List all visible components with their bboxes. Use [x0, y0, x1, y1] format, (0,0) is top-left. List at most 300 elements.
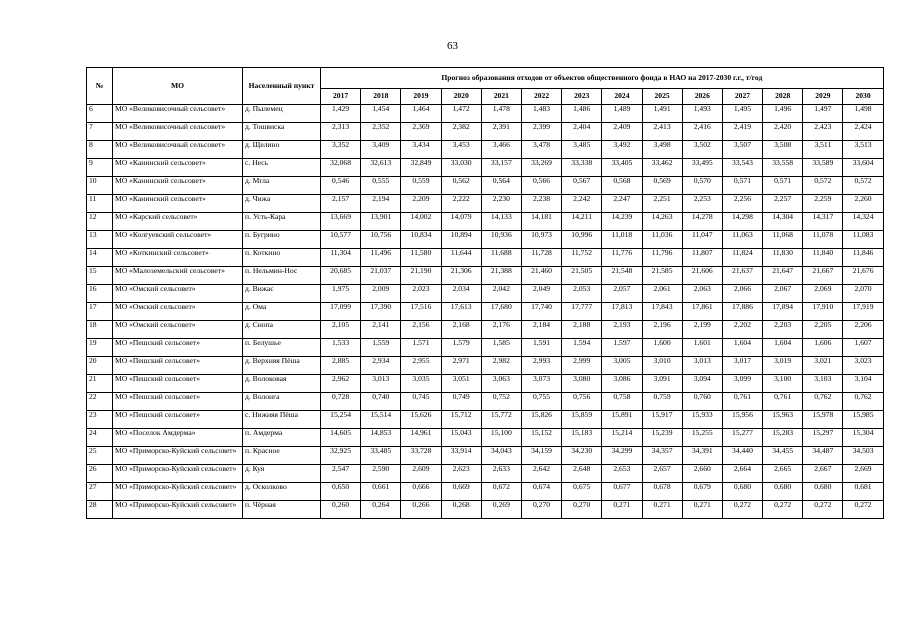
value-cell: 2,206: [843, 321, 883, 339]
value-cell: 15,772: [481, 411, 521, 429]
value-cell: 2,009: [361, 285, 401, 303]
value-cell: 2,399: [521, 123, 561, 141]
municipality-name: МО «Омский сельсовет»: [113, 303, 243, 321]
row-number: 13: [87, 231, 113, 249]
value-cell: 11,047: [682, 231, 722, 249]
value-cell: 33,269: [521, 159, 561, 177]
municipality-name: МО «Приморско-Куйский сельсовет»: [113, 447, 243, 465]
table-row: [87, 393, 884, 411]
header-year: 2017: [321, 89, 361, 105]
value-cell: 0,680: [722, 483, 762, 501]
value-cell: 32,849: [401, 159, 441, 177]
value-cell: 11,063: [722, 231, 762, 249]
value-cell: 33,543: [722, 159, 762, 177]
value-cell: 0,674: [521, 483, 561, 501]
value-cell: 34,357: [642, 447, 682, 465]
value-cell: 3,478: [521, 141, 561, 159]
table-row: [87, 231, 884, 249]
value-cell: 15,859: [562, 411, 602, 429]
value-cell: 0,762: [843, 393, 883, 411]
value-cell: 17,886: [722, 303, 762, 321]
table-row: [87, 411, 884, 429]
value-cell: 14,002: [401, 213, 441, 231]
value-cell: 0,260: [321, 501, 361, 519]
row-number: 22: [87, 393, 113, 411]
value-cell: 2,209: [401, 195, 441, 213]
row-number: 24: [87, 429, 113, 447]
row-number: 10: [87, 177, 113, 195]
settlement-name: п. Усть-Кара: [243, 213, 321, 231]
value-cell: 0,756: [562, 393, 602, 411]
value-cell: 0,749: [441, 393, 481, 411]
value-cell: 2,199: [682, 321, 722, 339]
value-cell: 10,894: [441, 231, 481, 249]
settlement-name: п. Бугрино: [243, 231, 321, 249]
value-cell: 1,486: [562, 105, 602, 123]
value-cell: 15,152: [521, 429, 561, 447]
table-row: [87, 465, 884, 483]
header-year: 2024: [602, 89, 642, 105]
header-settlement: Населенный пункт: [243, 68, 321, 105]
value-cell: 15,826: [521, 411, 561, 429]
value-cell: 14,263: [642, 213, 682, 231]
settlement-name: д. Мгла: [243, 177, 321, 195]
header-year: 2023: [562, 89, 602, 105]
value-cell: 1,464: [401, 105, 441, 123]
value-cell: 2,256: [722, 195, 762, 213]
value-cell: 1,591: [521, 339, 561, 357]
value-cell: 21,190: [401, 267, 441, 285]
value-cell: 1,601: [682, 339, 722, 357]
settlement-name: п. Красное: [243, 447, 321, 465]
value-cell: 34,455: [763, 447, 803, 465]
value-cell: 14,211: [562, 213, 602, 231]
value-cell: 2,067: [763, 285, 803, 303]
value-cell: 3,019: [763, 357, 803, 375]
value-cell: 0,270: [562, 501, 602, 519]
value-cell: 14,298: [722, 213, 762, 231]
value-cell: 15,956: [722, 411, 762, 429]
value-cell: 2,168: [441, 321, 481, 339]
value-cell: 15,214: [602, 429, 642, 447]
settlement-name: д. Щелино: [243, 141, 321, 159]
value-cell: 11,840: [803, 249, 843, 267]
value-cell: 0,761: [722, 393, 762, 411]
value-cell: 1,496: [763, 105, 803, 123]
value-cell: 2,391: [481, 123, 521, 141]
header-year: 2020: [441, 89, 481, 105]
row-number: 27: [87, 483, 113, 501]
table-row: [87, 483, 884, 501]
value-cell: 0,566: [521, 177, 561, 195]
value-cell: 32,925: [321, 447, 361, 465]
header-mo: МО: [113, 68, 243, 105]
value-cell: 3,080: [562, 375, 602, 393]
value-cell: 33,157: [481, 159, 521, 177]
value-cell: 32,613: [361, 159, 401, 177]
value-cell: 17,919: [843, 303, 883, 321]
row-number: 18: [87, 321, 113, 339]
value-cell: 33,030: [441, 159, 481, 177]
table-row: [87, 141, 884, 159]
value-cell: 2,971: [441, 357, 481, 375]
settlement-name: д. Осколково: [243, 483, 321, 501]
value-cell: 21,548: [602, 267, 642, 285]
row-number: 14: [87, 249, 113, 267]
municipality-name: МО «Канинский сельсовет»: [113, 159, 243, 177]
value-cell: 2,885: [321, 357, 361, 375]
value-cell: 14,239: [602, 213, 642, 231]
value-cell: 34,159: [521, 447, 561, 465]
row-number: 7: [87, 123, 113, 141]
value-cell: 1,594: [562, 339, 602, 357]
value-cell: 2,184: [521, 321, 561, 339]
value-cell: 14,853: [361, 429, 401, 447]
value-cell: 2,424: [843, 123, 883, 141]
row-number: 21: [87, 375, 113, 393]
value-cell: 2,203: [763, 321, 803, 339]
municipality-name: МО «Канинский сельсовет»: [113, 177, 243, 195]
value-cell: 11,078: [803, 231, 843, 249]
value-cell: 20,685: [321, 267, 361, 285]
value-cell: 3,013: [682, 357, 722, 375]
header-year: 2030: [843, 89, 883, 105]
value-cell: 21,585: [642, 267, 682, 285]
value-cell: 2,061: [642, 285, 682, 303]
value-cell: 2,049: [521, 285, 561, 303]
value-cell: 17,613: [441, 303, 481, 321]
value-cell: 3,035: [401, 375, 441, 393]
municipality-name: МО «Омский сельсовет»: [113, 321, 243, 339]
value-cell: 14,278: [682, 213, 722, 231]
value-cell: 15,277: [722, 429, 762, 447]
table-row: [87, 267, 884, 285]
value-cell: 15,183: [562, 429, 602, 447]
value-cell: 10,834: [401, 231, 441, 249]
value-cell: 1,604: [722, 339, 762, 357]
header-year: 2026: [682, 89, 722, 105]
header-forecast: Прогноз образования отходов от объектов общественного фонда в НАО на 2017-2030 г.г., т/год: [321, 68, 884, 89]
municipality-name: МО «Колгуевский сельсовет»: [113, 231, 243, 249]
value-cell: 2,063: [682, 285, 722, 303]
municipality-name: МО «Малоземельский сельсовет»: [113, 267, 243, 285]
value-cell: 2,205: [803, 321, 843, 339]
value-cell: 21,388: [481, 267, 521, 285]
value-cell: 0,672: [481, 483, 521, 501]
value-cell: 2,609: [401, 465, 441, 483]
value-cell: 17,680: [481, 303, 521, 321]
row-number: 19: [87, 339, 113, 357]
value-cell: 2,419: [722, 123, 762, 141]
value-cell: 0,745: [401, 393, 441, 411]
value-cell: 2,053: [562, 285, 602, 303]
value-cell: 0,650: [321, 483, 361, 501]
municipality-name: МО «Пешский сельсовет»: [113, 393, 243, 411]
value-cell: 2,423: [803, 123, 843, 141]
value-cell: 1,495: [722, 105, 762, 123]
value-cell: 0,677: [602, 483, 642, 501]
value-cell: 0,271: [642, 501, 682, 519]
value-cell: 2,369: [401, 123, 441, 141]
settlement-name: д. Вижас: [243, 285, 321, 303]
value-cell: 0,666: [401, 483, 441, 501]
value-cell: 15,978: [803, 411, 843, 429]
header-year: 2021: [481, 89, 521, 105]
table-row: [87, 177, 884, 195]
value-cell: 34,230: [562, 447, 602, 465]
value-cell: 1,498: [843, 105, 883, 123]
value-cell: 11,496: [361, 249, 401, 267]
value-cell: 1,600: [642, 339, 682, 357]
value-cell: 0,761: [763, 393, 803, 411]
value-cell: 15,100: [481, 429, 521, 447]
value-cell: 1,491: [642, 105, 682, 123]
header-year: 2018: [361, 89, 401, 105]
value-cell: 11,068: [763, 231, 803, 249]
value-cell: 3,409: [361, 141, 401, 159]
value-cell: 14,304: [763, 213, 803, 231]
value-cell: 2,034: [441, 285, 481, 303]
value-cell: 3,498: [642, 141, 682, 159]
value-cell: 11,824: [722, 249, 762, 267]
value-cell: 2,251: [642, 195, 682, 213]
value-cell: 0,562: [441, 177, 481, 195]
value-cell: 0,272: [722, 501, 762, 519]
settlement-name: с. Несь: [243, 159, 321, 177]
value-cell: 10,577: [321, 231, 361, 249]
table-row: [87, 447, 884, 465]
value-cell: 11,644: [441, 249, 481, 267]
value-cell: 2,653: [602, 465, 642, 483]
value-cell: 2,669: [843, 465, 883, 483]
value-cell: 3,511: [803, 141, 843, 159]
settlement-name: д. Волоковая: [243, 375, 321, 393]
value-cell: 0,546: [321, 177, 361, 195]
table-row: [87, 285, 884, 303]
value-cell: 11,728: [521, 249, 561, 267]
value-cell: 21,505: [562, 267, 602, 285]
value-cell: 3,023: [843, 357, 883, 375]
value-cell: 21,037: [361, 267, 401, 285]
municipality-name: МО «Карский сельсовет»: [113, 213, 243, 231]
value-cell: 0,559: [401, 177, 441, 195]
municipality-name: МО «Пешский сельсовет»: [113, 339, 243, 357]
value-cell: 1,478: [481, 105, 521, 123]
value-cell: 1,571: [401, 339, 441, 357]
value-cell: 17,516: [401, 303, 441, 321]
value-cell: 2,070: [843, 285, 883, 303]
value-cell: 2,023: [401, 285, 441, 303]
value-cell: 2,057: [602, 285, 642, 303]
value-cell: 0,572: [843, 177, 883, 195]
value-cell: 2,238: [521, 195, 561, 213]
value-cell: 2,188: [562, 321, 602, 339]
value-cell: 1,483: [521, 105, 561, 123]
value-cell: 2,416: [682, 123, 722, 141]
value-cell: 21,637: [722, 267, 762, 285]
settlement-name: п. Амдерма: [243, 429, 321, 447]
value-cell: 11,752: [562, 249, 602, 267]
value-cell: 33,462: [642, 159, 682, 177]
value-cell: 2,222: [441, 195, 481, 213]
value-cell: 3,091: [642, 375, 682, 393]
value-cell: 0,752: [481, 393, 521, 411]
row-number: 15: [87, 267, 113, 285]
value-cell: 2,382: [441, 123, 481, 141]
value-cell: 11,580: [401, 249, 441, 267]
value-cell: 3,063: [481, 375, 521, 393]
value-cell: 15,917: [642, 411, 682, 429]
value-cell: 10,936: [481, 231, 521, 249]
municipality-name: МО «Коткинский сельсовет»: [113, 249, 243, 267]
value-cell: 21,667: [803, 267, 843, 285]
value-cell: 0,760: [682, 393, 722, 411]
value-cell: 2,657: [642, 465, 682, 483]
value-cell: 34,299: [602, 447, 642, 465]
value-cell: 32,068: [321, 159, 361, 177]
value-cell: 10,996: [562, 231, 602, 249]
value-cell: 17,894: [763, 303, 803, 321]
value-cell: 17,740: [521, 303, 561, 321]
value-cell: 3,103: [803, 375, 843, 393]
value-cell: 15,239: [642, 429, 682, 447]
value-cell: 2,413: [642, 123, 682, 141]
value-cell: 3,086: [602, 375, 642, 393]
value-cell: 2,042: [481, 285, 521, 303]
settlement-name: д. Ома: [243, 303, 321, 321]
value-cell: 0,571: [763, 177, 803, 195]
value-cell: 0,269: [481, 501, 521, 519]
value-cell: 0,675: [562, 483, 602, 501]
value-cell: 2,648: [562, 465, 602, 483]
value-cell: 1,607: [843, 339, 883, 357]
value-cell: 0,270: [521, 501, 561, 519]
value-cell: 2,105: [321, 321, 361, 339]
value-cell: 0,571: [722, 177, 762, 195]
value-cell: 1,429: [321, 105, 361, 123]
value-cell: 2,069: [803, 285, 843, 303]
value-cell: 3,434: [401, 141, 441, 159]
value-cell: 2,066: [722, 285, 762, 303]
value-cell: 11,830: [763, 249, 803, 267]
settlement-name: д. Тошвиска: [243, 123, 321, 141]
header-num: №: [87, 68, 113, 105]
table-row: [87, 195, 884, 213]
value-cell: 0,266: [401, 501, 441, 519]
value-cell: 3,104: [843, 375, 883, 393]
value-cell: 15,891: [602, 411, 642, 429]
row-number: 17: [87, 303, 113, 321]
value-cell: 33,495: [682, 159, 722, 177]
value-cell: 0,678: [642, 483, 682, 501]
value-cell: 15,254: [321, 411, 361, 429]
value-cell: 1,497: [803, 105, 843, 123]
value-cell: 0,567: [562, 177, 602, 195]
header-year: 2027: [722, 89, 762, 105]
value-cell: 2,633: [481, 465, 521, 483]
municipality-name: МО «Приморско-Куйский сельсовет»: [113, 483, 243, 501]
value-cell: 1,585: [481, 339, 521, 357]
table-row: [87, 429, 884, 447]
value-cell: 0,669: [441, 483, 481, 501]
header-year: 2019: [401, 89, 441, 105]
value-cell: 17,777: [562, 303, 602, 321]
page-number: 63: [447, 40, 458, 52]
value-cell: 1,579: [441, 339, 481, 357]
value-cell: 3,502: [682, 141, 722, 159]
value-cell: 2,259: [803, 195, 843, 213]
value-cell: 10,756: [361, 231, 401, 249]
value-cell: 0,740: [361, 393, 401, 411]
municipality-name: МО «Великовисочный сельсовет»: [113, 123, 243, 141]
value-cell: 3,507: [722, 141, 762, 159]
value-cell: 3,099: [722, 375, 762, 393]
municipality-name: МО «Приморско-Куйский сельсовет»: [113, 501, 243, 519]
value-cell: 0,272: [763, 501, 803, 519]
value-cell: 21,460: [521, 267, 561, 285]
value-cell: 33,558: [763, 159, 803, 177]
value-cell: 17,861: [682, 303, 722, 321]
value-cell: 17,910: [803, 303, 843, 321]
row-number: 11: [87, 195, 113, 213]
value-cell: 33,589: [803, 159, 843, 177]
value-cell: 0,555: [361, 177, 401, 195]
settlement-name: д. Снопа: [243, 321, 321, 339]
value-cell: 3,100: [763, 375, 803, 393]
waste-forecast-table: [86, 67, 884, 519]
value-cell: 14,181: [521, 213, 561, 231]
header-year: 2028: [763, 89, 803, 105]
table-row: [87, 375, 884, 393]
settlement-name: д. Волонга: [243, 393, 321, 411]
value-cell: 1,606: [803, 339, 843, 357]
value-cell: 2,194: [361, 195, 401, 213]
value-cell: 2,176: [481, 321, 521, 339]
value-cell: 34,391: [682, 447, 722, 465]
value-cell: 14,961: [401, 429, 441, 447]
settlement-name: п. Нельмин-Нос: [243, 267, 321, 285]
value-cell: 0,680: [763, 483, 803, 501]
value-cell: 15,626: [401, 411, 441, 429]
value-cell: 3,466: [481, 141, 521, 159]
value-cell: 2,660: [682, 465, 722, 483]
row-number: 28: [87, 501, 113, 519]
value-cell: 0,264: [361, 501, 401, 519]
table-row: [87, 249, 884, 267]
value-cell: 2,955: [401, 357, 441, 375]
value-cell: 14,133: [481, 213, 521, 231]
value-cell: 2,664: [722, 465, 762, 483]
value-cell: 2,193: [602, 321, 642, 339]
value-cell: 34,487: [803, 447, 843, 465]
value-cell: 3,492: [602, 141, 642, 159]
value-cell: 2,982: [481, 357, 521, 375]
value-cell: 11,036: [642, 231, 682, 249]
value-cell: 1,454: [361, 105, 401, 123]
value-cell: 0,572: [803, 177, 843, 195]
value-cell: 11,304: [321, 249, 361, 267]
value-cell: 21,647: [763, 267, 803, 285]
value-cell: 2,547: [321, 465, 361, 483]
value-cell: 2,623: [441, 465, 481, 483]
settlement-name: п. Чёрная: [243, 501, 321, 519]
settlement-name: п. Коткино: [243, 249, 321, 267]
value-cell: 21,676: [843, 267, 883, 285]
value-cell: 11,807: [682, 249, 722, 267]
value-cell: 33,914: [441, 447, 481, 465]
value-cell: 33,604: [843, 159, 883, 177]
settlement-name: п. Белушье: [243, 339, 321, 357]
